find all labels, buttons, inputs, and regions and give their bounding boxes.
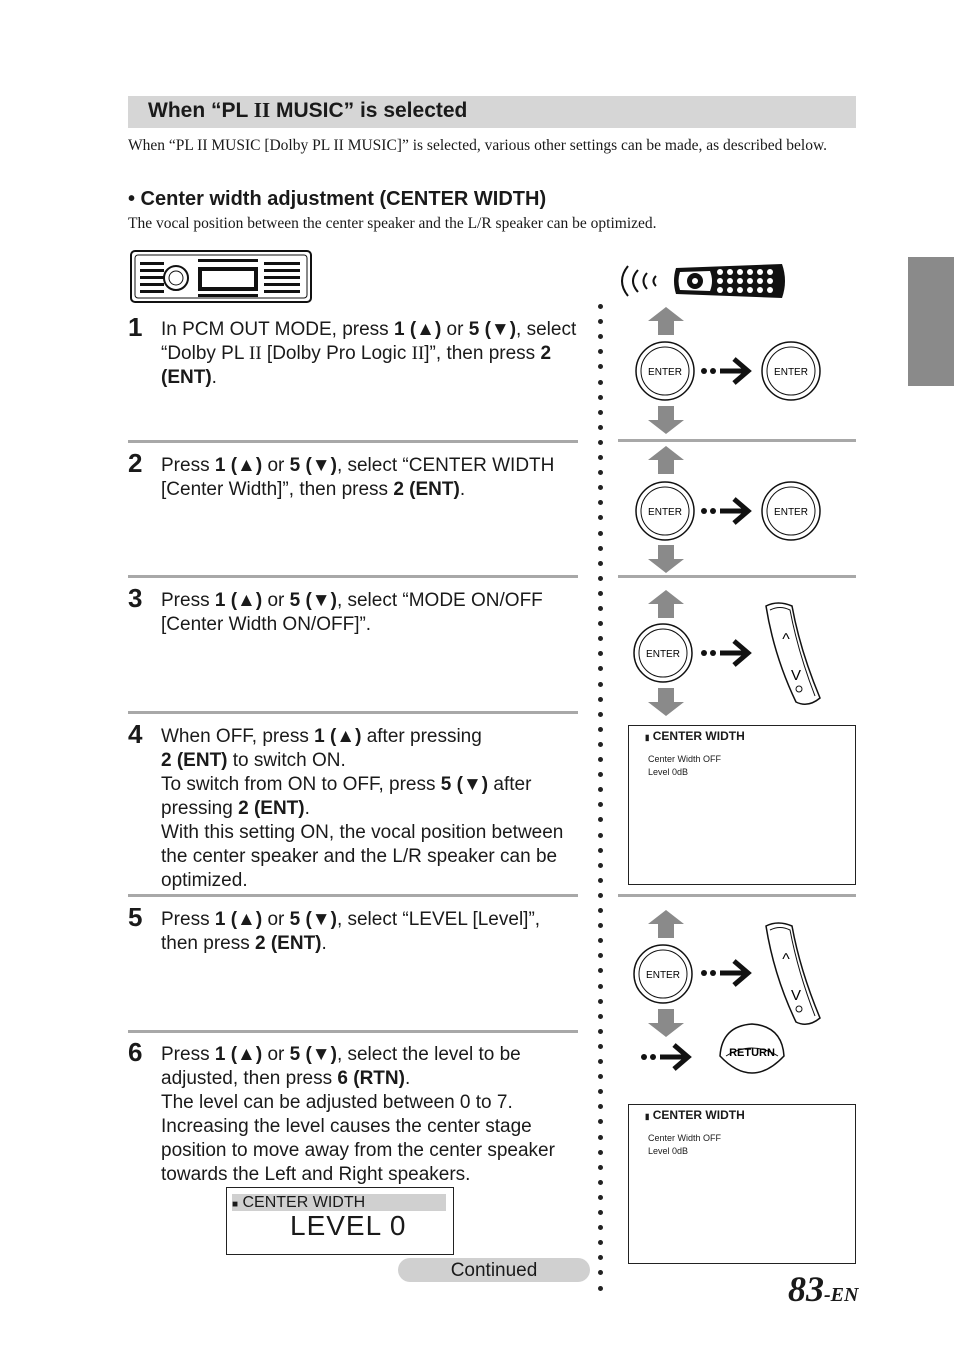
- separator-dot: [598, 576, 603, 581]
- level-display-header: ■ CENTER WIDTH: [232, 1194, 446, 1211]
- osd-screen-line: Level 0dB: [648, 1146, 689, 1156]
- separator-dot: [598, 697, 603, 702]
- separator-dot: [598, 395, 603, 400]
- arrow-up-icon: [646, 588, 686, 620]
- rocker-button-icon: [760, 600, 824, 713]
- separator-dot: [598, 772, 603, 777]
- side-tab: [908, 257, 954, 386]
- separator-dot: [598, 999, 603, 1004]
- separator-dot: [598, 606, 603, 611]
- arrow-down-icon: [646, 1007, 686, 1039]
- separator-dot: [598, 1195, 603, 1200]
- osd-screen-title: ▮ CENTER WIDTH: [645, 1108, 745, 1122]
- separator-dot: [598, 425, 603, 430]
- dotted-arrow-right-icon: [640, 1040, 692, 1074]
- separator-dot: [598, 1150, 603, 1155]
- separator-dot: [598, 757, 603, 762]
- return-button-icon: [716, 1020, 788, 1089]
- separator-dot: [598, 893, 603, 898]
- separator-dot: [598, 1270, 603, 1275]
- separator-dot: [598, 531, 603, 536]
- separator-dot: [598, 1029, 603, 1034]
- separator-dot: [598, 1286, 603, 1291]
- step-5-text: Press 1 (▲) or 5 (▼), select “LEVEL [Level]”, then press 2 (ENT).: [161, 909, 541, 954]
- separator-dot: [598, 440, 603, 445]
- separator-dot: [598, 1255, 603, 1260]
- osd-screen-title: ▮ CENTER WIDTH: [645, 729, 745, 743]
- svg-text:ENTER: ENTER: [648, 367, 682, 378]
- separator-dot: [598, 878, 603, 883]
- separator-dot: [598, 953, 603, 958]
- separator-dot: [598, 1104, 603, 1109]
- diagram-divider: [618, 894, 856, 897]
- svg-text:V: V: [790, 667, 802, 684]
- arrow-up-icon: [646, 305, 686, 337]
- separator-dot: [598, 938, 603, 943]
- dotted-arrow-right-icon: [700, 354, 752, 388]
- signal-waves-icon: [614, 258, 674, 304]
- step-number: 6: [128, 1037, 143, 1067]
- separator-dot: [598, 591, 603, 596]
- separator-dot: [598, 1240, 603, 1245]
- separator-dot: [598, 349, 603, 354]
- continued-label: Continued: [398, 1258, 590, 1282]
- separator-dot: [598, 1210, 603, 1215]
- osd-screen-line: Center Width OFF: [648, 1133, 722, 1143]
- diagram-divider: [618, 575, 856, 578]
- intro-paragraph: When “PL II MUSIC [Dolby PL II MUSIC]” is selected, various other settings can be made, as described below.: [128, 137, 828, 154]
- separator-dot: [598, 742, 603, 747]
- svg-text:V: V: [790, 987, 802, 1004]
- arrow-up-icon: [646, 908, 686, 940]
- separator-dot: [598, 515, 603, 520]
- separator-dot: [598, 1135, 603, 1140]
- svg-text:ENTER: ENTER: [646, 649, 680, 660]
- separator-dot: [598, 984, 603, 989]
- separator-dot: [598, 1089, 603, 1094]
- dotted-separator: [596, 300, 606, 1290]
- step-divider: [128, 440, 578, 443]
- enter-button-icon: [634, 480, 696, 547]
- step-3-text: Press 1 (▲) or 5 (▼), select “MODE ON/OFF [Center Width ON/OFF]”.: [161, 590, 543, 635]
- separator-dot: [598, 817, 603, 822]
- enter-button-icon: [632, 622, 694, 689]
- subheading-description: The vocal position between the center speaker and the L/R speaker can be optimized.: [128, 215, 657, 232]
- svg-text:ENTER: ENTER: [648, 507, 682, 518]
- svg-text:^: ^: [782, 951, 790, 968]
- enter-button-icon: [760, 340, 822, 407]
- arrow-down-icon: [646, 543, 686, 575]
- svg-text:ENTER: ENTER: [774, 367, 808, 378]
- separator-dot: [598, 319, 603, 324]
- dotted-arrow-right-icon: [700, 956, 752, 990]
- arrow-down-icon: [646, 686, 686, 718]
- dotted-arrow-right-icon: [700, 494, 752, 528]
- step-divider: [128, 711, 578, 714]
- enter-button-icon: [634, 340, 696, 407]
- separator-dot: [598, 546, 603, 551]
- diagram-divider: [618, 439, 856, 442]
- step-divider: [128, 1030, 578, 1033]
- separator-dot: [598, 727, 603, 732]
- head-unit-icon: [130, 250, 312, 303]
- separator-dot: [598, 334, 603, 339]
- separator-dot: [598, 682, 603, 687]
- separator-dot: [598, 802, 603, 807]
- arrow-down-icon: [646, 404, 686, 436]
- arrow-up-icon: [646, 444, 686, 476]
- osd-screen: [628, 725, 856, 885]
- level-display-value: LEVEL 0: [290, 1210, 407, 1241]
- separator-dot: [598, 455, 603, 460]
- separator-dot: [598, 848, 603, 853]
- separator-dot: [598, 621, 603, 626]
- osd-screen-line: Level 0dB: [648, 767, 689, 777]
- svg-text:ENTER: ENTER: [774, 507, 808, 518]
- separator-dot: [598, 863, 603, 868]
- separator-dot: [598, 485, 603, 490]
- separator-dot: [598, 908, 603, 913]
- separator-dot: [598, 1165, 603, 1170]
- step-number: 3: [128, 583, 143, 613]
- step-divider: [128, 894, 578, 897]
- step-4-text: When OFF, press 1 (▲) after pressing 2 (ENT) to switch ON. To switch from ON to OFF, press 5 (▼) after pressing 2 (ENT). With this setting ON, the vocal position between the center speaker and the L/R speaker can be optimized.: [161, 726, 564, 891]
- remote-control-icon: [670, 258, 790, 304]
- separator-dot: [598, 1180, 603, 1185]
- enter-button-icon: [760, 480, 822, 547]
- separator-dot: [598, 968, 603, 973]
- step-1-text: In PCM OUT MODE, press 1 (▲) or 5 (▼), select “Dolby PL II [Dolby Pro Logic II]”, then press 2 (ENT).: [161, 319, 577, 388]
- subheading: • Center width adjustment (CENTER WIDTH): [128, 188, 547, 210]
- separator-dot: [598, 1119, 603, 1124]
- separator-dot: [598, 500, 603, 505]
- separator-dot: [598, 410, 603, 415]
- step-number: 5: [128, 902, 143, 932]
- separator-dot: [598, 1074, 603, 1079]
- svg-text:ENTER: ENTER: [646, 970, 680, 981]
- separator-dot: [598, 636, 603, 641]
- separator-dot: [598, 923, 603, 928]
- step-divider: [128, 575, 578, 578]
- step-number: 2: [128, 448, 143, 478]
- separator-dot: [598, 833, 603, 838]
- dotted-arrow-right-icon: [700, 636, 752, 670]
- page-number: 83-EN: [788, 1269, 859, 1309]
- separator-dot: [598, 787, 603, 792]
- step-2-text: Press 1 (▲) or 5 (▼), select “CENTER WIDTH [Center Width]”, then press 2 (ENT).: [161, 455, 555, 500]
- separator-dot: [598, 1059, 603, 1064]
- step-number: 1: [128, 312, 143, 342]
- separator-dot: [598, 1225, 603, 1230]
- osd-screen-line: Center Width OFF: [648, 754, 722, 764]
- separator-dot: [598, 1044, 603, 1049]
- separator-dot: [598, 561, 603, 566]
- separator-dot: [598, 712, 603, 717]
- separator-dot: [598, 364, 603, 369]
- svg-text:^: ^: [782, 631, 790, 648]
- rocker-button-icon: [760, 920, 824, 1033]
- separator-dot: [598, 304, 603, 309]
- osd-screen: [628, 1104, 856, 1264]
- enter-button-icon: [632, 943, 694, 1010]
- separator-dot: [598, 470, 603, 475]
- svg-text:RETURN: RETURN: [729, 1047, 775, 1059]
- step-number: 4: [128, 719, 143, 749]
- separator-dot: [598, 380, 603, 385]
- separator-dot: [598, 651, 603, 656]
- section-title: When “PL II MUSIC” is selected: [148, 98, 468, 122]
- step-6-text: Press 1 (▲) or 5 (▼), select the level to be adjusted, then press 6 (RTN). The level can be adjusted between 0 to 7. Increasing the level causes the center stage position to move away from the center speaker towards the Left and Right speakers.: [161, 1044, 555, 1185]
- separator-dot: [598, 666, 603, 671]
- separator-dot: [598, 1014, 603, 1019]
